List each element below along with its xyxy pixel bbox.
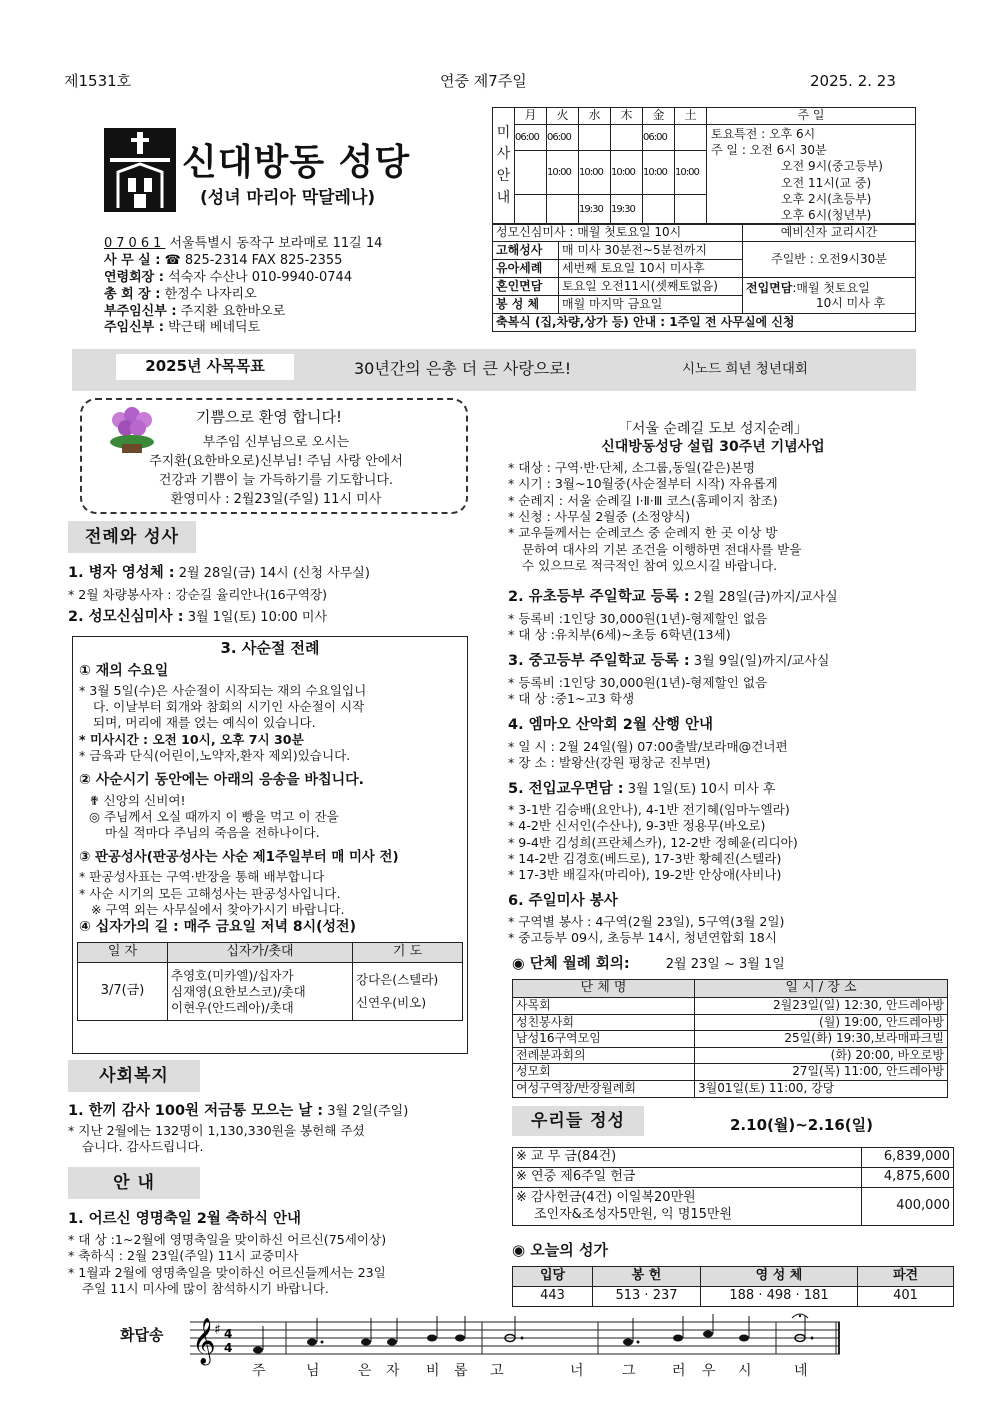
sunday-title: 주 일	[707, 108, 916, 125]
finance-period: 2.10(월)~2.16(일)	[730, 1116, 873, 1134]
issue-date: 2025. 2. 23	[810, 72, 896, 90]
welcome-text: 부주임 신부님으로 오시는 주지환(요한바오로)신부님! 주님 사랑 안에서 건강과 기쁨이 늘 가득하기를 기도합니다. 환영미사 : 2월23일(주일) 11시 미사	[149, 435, 403, 507]
svg-text:𝄞: 𝄞	[192, 1318, 216, 1364]
meetings-table: 단 체 명 일 시 / 장 소 사목회 2월23일(일) 12:30, 안드레아방 성친봉사회 (월) 19:00, 안드레아방 남성16구역모임 25일(화) 19:30,보라매파크빌 전례분과회의 (화) 20:00, 바오로방 성모회 27일(목) 11:00, 안드레아방 여성구역장/반장월례회 3월01일(토) 11:00, 강당	[512, 979, 948, 1098]
finance-table: ※ 교 무 금(84건) 6,839,000 ※ 연중 제6주일 헌금 4,875,600 ※ 감사헌금(4건) 이일복20만원 조인자&조성자5만원, 익 명15만원 400,000	[512, 1147, 954, 1226]
funeral-chair: 연령회장 : 석숙자 수산나 010-9940-0744	[104, 269, 353, 285]
welcome-title: 기쁨으로 환영 합니다!	[196, 408, 342, 426]
office-phone: 사 무 실 : ☎ 825-2314 FAX 825-2355	[104, 252, 343, 268]
sacraments-table: 성모신심미사 : 매월 첫토요일 10시 예비신자 교리시간 고해성사 매 미사 30분전~5분전까지 주일반 : 오전9시30분 유아세례 세번째 토요일 10시 미사후 혼인면담 토요일 오전11시(셋째토없음) 전입면담:매월 첫토요일 10시 미사 후 봉 성 체 매월 마지막 금요일 축복식 (집,차량,상가 등) 안내 : 1주일 전 사무실에 신청	[492, 223, 916, 332]
pilgrimage-title: 「서울 순례길 도보 성지순례」 신대방동성당 설립 30주년 기념사업	[601, 421, 825, 456]
issue-number: 제1531호	[64, 72, 132, 90]
liturgy-section-title: 전례와 성사	[68, 521, 196, 553]
school2-items: 3. 중고등부 주일학교 등록 : 3월 9일(일)까지/교사실 * 등록비 :1인당 30,000원(1년)-형제할인 없음 * 대 상 :중1~고3 학생	[508, 653, 830, 707]
sunday-masses: 토요특전 : 오후 6시 주 일 : 오전 6시 30분 오전 9시(중고등부) 오전 11시(교 중) 오후 2시(초등부) 오후 6시(청년부)	[707, 125, 916, 225]
notice-section-title: 안 내	[68, 1167, 200, 1199]
hiking-items: 4. 엠마오 산악회 2월 산행 안내 * 일 시 : 2월 24일(월) 07:00출발/보라매@건너편 * 장 소 : 발왕산(강원 평창군 진부면)	[508, 717, 788, 771]
parish-name: 신대방동 성당	[182, 142, 411, 183]
devotion-mass: 성모신심미사 : 매월 첫토요일 10시	[493, 224, 743, 242]
parish-patron: (성녀 마리아 막달레나)	[200, 188, 376, 208]
mass-service-items: 6. 주일미사 봉사 * 구역별 봉사 : 4구역(2월 23일), 5구역(3월 2일) * 중고등부 09시, 초등부 14시, 청년연합회 18시	[508, 893, 785, 946]
psalm-staff-icon	[190, 1312, 840, 1368]
finance-section-title: 우리들 정성	[512, 1106, 644, 1136]
lent-box: 3. 사순절 전례 ① 재의 수요일 * 3월 5일(수)은 사순절이 시작되는 재의 수요일입니 다. 이날부터 회개와 참회의 시기인 사순절이 시작 되며, 머리에 재를 얹는 예식이 있습니다. * 미사시간 : 오전 10시, 오후 7시 30분 * 금육과 단식(어린이,노약자,환자 제외)있습니다. ② 사순시기 동안에는 아래의 응송을 바칩니다. ✟ 신앙의 신비여! ◎ 주님께서 오실 때까지 이 빵을 먹고 이 잔을 마실 적마다 주님의 죽음을 전하나이다. ③ 판공성사(판공성사는 사순 제1주일부터 매 미사 전) * 판공성사표는 구역·반장을 통해 배부합니다 * 사순 시기의 모든 고해성사는 판공성사입니다. ※ 구역 외는 사무실에서 찾아가시기 바랍니다. ④ 십자가의 길 : 매주 금요일 저녁 8시(성전) 일 자 십자가/촛대 기 도 3/7(금) 추영호(미카엘)/십자가 심재영(요한보스코)/촛대 이현우(안드레아)/촛대 강다은(스텔라) 신연우(비오)	[72, 636, 468, 1054]
welfare-section-title: 사회복지	[68, 1060, 200, 1092]
liturgy-items: 1. 병자 영성체 : 2월 28일(금) 14시 (신청 사무실) * 2월 차량봉사자 : 강순길 율리안나(16구역장) 2. 성모신심미사 : 3월 1일(토) 10:00 미사	[68, 565, 370, 626]
welcome-box	[80, 398, 468, 514]
svg-text:4: 4	[224, 1327, 233, 1341]
catechumen-class: 예비신자 교리시간	[743, 224, 916, 242]
parish-info	[104, 236, 382, 337]
blessing-notice: 축복식 (집,차량,상가 등) 안내 : 1주일 전 사무실에 신청	[493, 314, 916, 332]
postal-address: 07061 서울특별시 동작구 보라매로 11길 14	[104, 236, 383, 251]
church-logo-icon	[104, 128, 176, 212]
goals-banner	[72, 349, 916, 391]
cross-way-table: 일 자 십자가/촛대 기 도 3/7(금) 추영호(미카엘)/십자가 심재영(요한보스코)/촛대 이현우(안드레아)/촛대 강다은(스텔라) 신연우(비오)	[77, 942, 463, 1021]
pilgrimage-items: * 대상 : 구역·반·단체, 소그룹,동일(같은)본명 * 시기 : 3월~10월중(사순절부터 시작) 자유롭게 * 순례지 : 서울 순례길 Ⅰ·Ⅱ·Ⅲ 코스(홈페이지 참조) * 신청 : 사무실 2월중 (소정양식) * 교우들께서는 순례코스 중 순례지 한 곳 이상 방 문하여 대사의 기본 조건을 이행하면 전대사를 받을 수 있으므로 적극적인 참여 있으시길 바랍니다.	[508, 460, 802, 574]
lent-title: 3. 사순절 전례	[220, 639, 320, 657]
mass-side-label: 미 사 안 내	[493, 108, 515, 225]
mass-schedule-table: 미 사 안 내 月 火 水 木 金 土 주 일 06:00 06:00 06:00 토요특전 : 오후 6시 주 일 : 오전 6시 30분 오전 9시(중고등부) 오전 11시(교 중) 오후 2시(초등부) 오후 6시(청년부) 10:00 10:00 10:00 10:00 10:00 19:30 19:30	[492, 107, 916, 225]
associate-pastor: 부주임신부 : 주지환 요한바오로	[104, 303, 286, 319]
hymns-table: 입당 봉 헌 영 성 체 파견 443 513 · 237 188 · 498 · 181 401	[512, 1266, 954, 1307]
svg-text:♯: ♯	[214, 1322, 221, 1338]
transfer-items: 5. 전입교우면담 : 3월 1일(토) 10시 미사 후 * 3-1반 김승배(요안나), 4-1반 전기혜(임마누엘라) * 4-2반 신서인(수산나), 9-3반 정용무(바오로) * 9-4반 김성희(프란체스카), 12-2반 정혜윤(리디아) * 14-2반 김경호(베드로), 17-3반 황혜진(스텔라) * 17-3반 배길자(마리아), 19-2반 안상애(사비나)	[508, 781, 798, 883]
school1-items: 2. 유초등부 주일학교 등록 : 2월 28일(금)까지/교사실 * 등록비 :1인당 30,000원(1년)-형제할인 없음 * 대 상 :유치부(6세)~초등 6학년(13세)	[508, 589, 838, 643]
welfare-items: 1. 한끼 감사 100원 저금통 모으는 날 : 3월 2일(주일) * 지난 2월에는 132명이 1,130,330원을 봉헌해 주셨 습니다. 감사드립니다.	[68, 1103, 409, 1155]
liturgical-week: 연중 제7주일	[440, 72, 527, 90]
goals-motto: 30년간의 은총 더 큰 사랑으로!	[354, 359, 572, 378]
goals-label: 2025년 사목목표	[116, 354, 294, 380]
goals-sub: 시노드 희년 청년대회	[682, 361, 808, 377]
svg-text:4: 4	[224, 1341, 233, 1355]
notice-items: 1. 어르신 영명축일 2월 축하식 안내 * 대 상 :1~2월에 영명축일을 맞이하신 어르신(75세이상) * 축하식 : 2월 23일(주일) 11시 교중미사 * 1월과 2월에 영명축일을 맞이하신 어르신들께서는 23일 주일 11시 미사에 많이 참석하시기 바랍니다.	[68, 1211, 387, 1296]
hymns-title: ◉ 오늘의 성가	[512, 1241, 608, 1259]
psalm-label: 화답송	[120, 1326, 164, 1344]
psalm-lyrics: 주 님 은 자 비 롭 고 너 그 러 우 시 네	[252, 1363, 808, 1379]
pastor: 주임신부 : 박근태 베네딕토	[104, 320, 261, 336]
meetings-heading: ◉ 단체 월례 회의: 2월 23일 ~ 3월 1일	[512, 956, 785, 972]
council-president: 총 회 장 : 한정수 나자리오	[104, 286, 257, 302]
